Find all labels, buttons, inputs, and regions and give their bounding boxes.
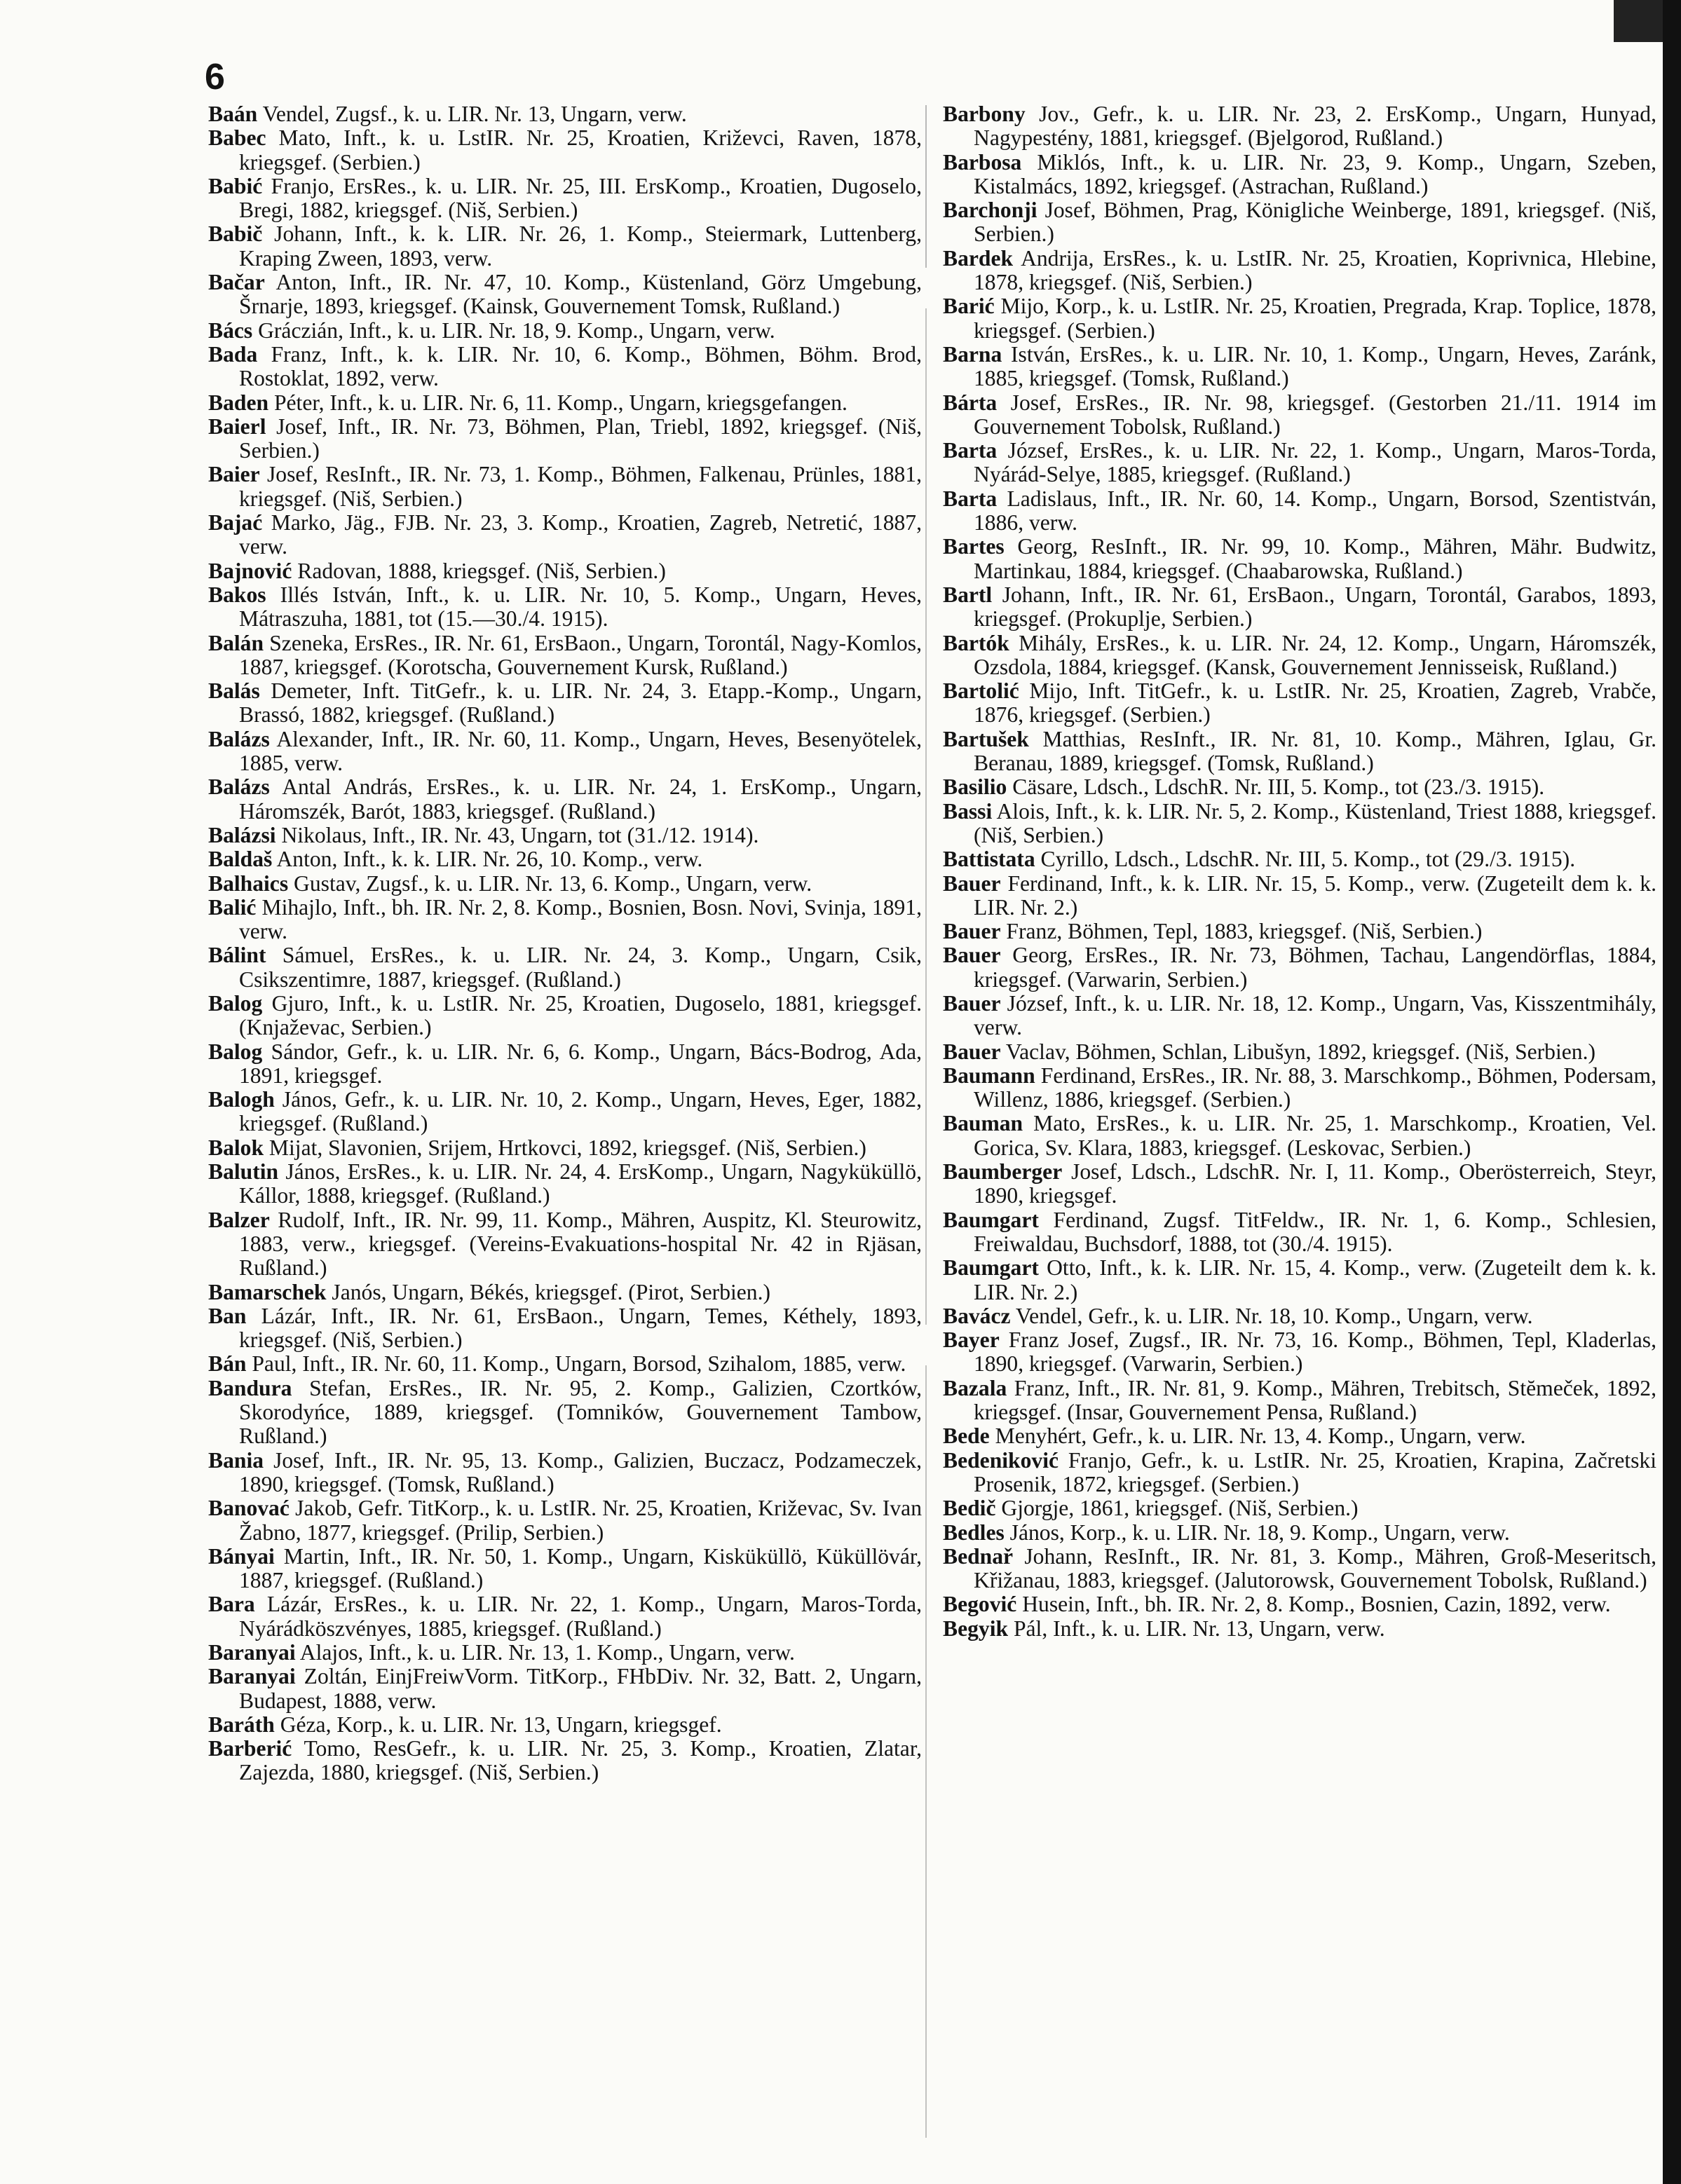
entry-details: Tomo, ResGefr., k. u. LIR. Nr. 25, 3. Komp., Kroatien, Zlatar, Zajezda, 1880, kriegsgef. (Niš, Serbien.) <box>239 1736 922 1785</box>
entry-details: Josef, ResInft., IR. Nr. 73, 1. Komp., Böhmen, Falkenau, Prünles, 1881, kriegsgef. (Niš, Serbien.) <box>239 462 922 511</box>
list-entry <box>208 126 922 175</box>
entry-details: Miklós, Inft., k. u. LIR. Nr. 23, 9. Komp., Ungarn, Szeben, Kistalmács, 1892, kriegsgef. (Astrachan, Rußland.) <box>974 149 1656 198</box>
entry-details: Ferdinand, Zugsf. TitFeldw., IR. Nr. 1, 6. Komp., Schlesien, Freiwaldau, Buchsdorf, 1888, tot (30./4. 1915). <box>974 1207 1656 1256</box>
entry-details: Zoltán, EinjFreiwVorm. TitKorp., FHbDiv. Nr. 32, Batt. 2, Ungarn, Budapest, 1888, verw. <box>239 1664 922 1713</box>
list-entry <box>208 391 922 415</box>
entry-details: Husein, Inft., bh. IR. Nr. 2, 8. Komp., Bosnien, Cazin, 1892, verw. <box>1022 1592 1611 1617</box>
entry-details: Péter, Inft., k. u. LIR. Nr. 6, 11. Komp., Ungarn, kriegsgefangen. <box>273 390 848 415</box>
entry-surname: Bandura <box>208 1375 292 1400</box>
list-entry <box>208 102 922 126</box>
entry-details: Nikolaus, Inft., IR. Nr. 43, Ungarn, tot (31./12. 1914). <box>281 822 759 847</box>
entry-details: Ladislaus, Inft., IR. Nr. 60, 14. Komp., Ungarn, Borsod, Szentistván, 1886, verw. <box>974 486 1656 535</box>
entry-surname: Baranyai <box>208 1640 296 1665</box>
entry-surname: Balázs <box>208 774 270 800</box>
entry-details: Matthias, ResInft., IR. Nr. 81, 10. Komp., Mähren, Iglau, Gr. Beranau, 1889, kriegsgef. (Tomsk, Rußland.) <box>974 726 1656 776</box>
list-entry <box>208 271 922 319</box>
entry-surname: Bartl <box>943 582 993 607</box>
list-entry <box>208 1281 922 1304</box>
entry-details: József, ErsRes., k. u. LIR. Nr. 22, 1. Komp., Ungarn, Maros-Torda, Nyárád-Selye, 1885, kriegsgef. (Rußland.) <box>974 438 1656 487</box>
entry-details: János, Gefr., k. u. LIR. Nr. 10, 2. Komp., Ungarn, Heves, Eger, 1882, kriegsgef. (Rußland.) <box>239 1087 922 1136</box>
list-entry <box>943 1208 1656 1257</box>
entry-surname: Bányai <box>208 1543 275 1569</box>
entry-surname: Bede <box>943 1424 990 1449</box>
list-entry <box>943 583 1656 632</box>
list-entry <box>208 992 922 1040</box>
entry-surname: Barta <box>943 486 998 511</box>
list-entry <box>208 463 922 511</box>
entry-surname: Bauer <box>943 943 1001 968</box>
entry-surname: Balogh <box>208 1087 275 1112</box>
entry-surname: Barbosa <box>943 149 1022 175</box>
entry-details: Demeter, Inft. TitGefr., k. u. LIR. Nr. 24, 3. Etapp.-Komp., Ungarn, Brassó, 1882, kriegsgef. (Rußland.) <box>239 678 923 728</box>
entry-details: Radovan, 1888, kriegsgef. (Niš, Serbien.) <box>297 558 666 583</box>
entry-surname: Bauman <box>943 1111 1023 1136</box>
list-entry <box>943 1377 1656 1425</box>
entry-details: Franz, Inft., k. k. LIR. Nr. 10, 6. Komp., Böhmen, Böhm. Brod, Rostoklat, 1892, verw. <box>239 341 922 391</box>
entry-surname: Barić <box>943 294 995 319</box>
list-entry <box>208 1665 922 1713</box>
entry-details: Stefan, ErsRes., IR. Nr. 95, 2. Komp., Galizien, Czortków, Skorodyńce, 1889, kriegsgef. (Tomników, Gouvernement Tambow, Rußland.) <box>239 1375 922 1449</box>
list-entry <box>943 920 1656 943</box>
entry-details: Franjo, Gefr., k. u. LstIR. Nr. 25, Kroatien, Krapina, Začretski Prosenik, 1872, kriegsgef. (Serbien.) <box>974 1447 1656 1496</box>
list-entry <box>208 559 922 583</box>
list-entry <box>208 511 922 559</box>
entry-surname: Baumgart <box>943 1207 1039 1232</box>
list-entry <box>208 896 922 944</box>
entry-surname: Bayer <box>943 1328 1000 1353</box>
list-entry <box>208 1304 922 1353</box>
entry-details: János, Korp., k. u. LIR. Nr. 18, 9. Komp., Ungarn, verw. <box>1009 1520 1510 1545</box>
entry-details: Mato, ErsRes., k. u. LIR. Nr. 25, 1. Marschkomp., Kroatien, Vel. Gorica, Sv. Klara, 1883, kriegsgef. (Leskovac, Serbien.) <box>974 1111 1656 1160</box>
list-entry <box>208 1592 922 1641</box>
list-entry <box>943 151 1656 199</box>
entry-details: Vendel, Zugsf., k. u. LIR. Nr. 13, Ungarn, verw. <box>262 102 687 126</box>
entry-details: Sámuel, ErsRes., k. u. LIR. Nr. 24, 3. Komp., Ungarn, Csik, Csikszentimre, 1887, kriegsgef. (Rußland.) <box>239 943 922 992</box>
entry-details: Ferdinand, Inft., k. k. LIR. Nr. 15, 5. Komp., verw. (Zugeteilt dem k. k. LIR. Nr. 2.) <box>974 871 1656 920</box>
list-entry <box>943 679 1656 728</box>
list-entry <box>208 1377 922 1449</box>
entry-surname: Bamarschek <box>208 1279 327 1304</box>
list-entry <box>208 775 922 824</box>
entry-surname: Baierl <box>208 414 266 439</box>
entry-surname: Balog <box>208 1039 263 1064</box>
list-entry <box>208 679 922 728</box>
entry-details: Mijo, Korp., k. u. LstIR. Nr. 25, Kroatien, Pregrada, Krap. Toplice, 1878, kriegsgef. (Serbien.) <box>974 294 1656 343</box>
entry-details: József, Inft., k. u. LIR. Nr. 18, 12. Komp., Ungarn, Vas, Kisszentmihály, verw. <box>974 990 1656 1040</box>
entry-surname: Bajnović <box>208 558 292 583</box>
entry-surname: Bács <box>208 318 253 343</box>
entry-details: Mihály, ErsRes., k. u. LIR. Nr. 24, 12. Komp., Ungarn, Háromszék, Ozsdola, 1884, kriegsgef. (Kansk, Gouvernement Jennisseisk, Rußland.) <box>974 630 1656 679</box>
entry-surname: Bačar <box>208 270 265 295</box>
list-entry <box>208 1737 922 1785</box>
entry-surname: Baden <box>208 390 269 415</box>
entry-surname: Balázs <box>208 726 270 751</box>
list-entry <box>943 632 1656 680</box>
entry-details: Alexander, Inft., IR. Nr. 60, 11. Komp., Ungarn, Heves, Besenyötelek, 1885, verw. <box>239 726 922 776</box>
entry-surname: Barberić <box>208 1736 292 1761</box>
entry-details: Jov., Gefr., k. u. LIR. Nr. 23, 2. ErsKomp., Ungarn, Hunyad, Nagypestény, 1881, kriegsgef. (Bjelgorod, Rußland.) <box>974 102 1656 151</box>
entry-surname: Bán <box>208 1351 247 1377</box>
list-entry <box>943 198 1656 247</box>
entry-details: Georg, ErsRes., IR. Nr. 73, Böhmen, Tachau, Langendörflas, 1884, kriegsgef. (Varwarin, Serbien.) <box>974 943 1656 992</box>
list-entry <box>943 1521 1656 1545</box>
entry-details: Johann, ResInft., IR. Nr. 81, 3. Komp., Mähren, Groß-Meseritsch, Křižanau, 1883, kriegsgef. (Jalutorowsk, Gouvernement Tobolsk, Rußland.) <box>974 1543 1656 1593</box>
list-entry <box>943 847 1656 871</box>
entry-surname: Bedeniković <box>943 1447 1059 1473</box>
list-entry <box>943 1160 1656 1208</box>
entry-surname: Bassi <box>943 798 993 824</box>
entry-details: Rudolf, Inft., IR. Nr. 99, 11. Komp., Mähren, Auspitz, Kl. Steurowitz, 1883, verw., kriegsgef. (Vereins-Evakuations-hospital Nr. 42 in Rjäsan, Rußland.) <box>239 1207 922 1281</box>
entry-surname: Balok <box>208 1135 264 1160</box>
entry-details: Gráczián, Inft., k. u. LIR. Nr. 18, 9. Komp., Ungarn, verw. <box>258 318 775 343</box>
entry-details: Sándor, Gefr., k. u. LIR. Nr. 6, 6. Komp., Ungarn, Bács-Bodrog, Ada, 1891, kriegsgef. <box>239 1039 922 1088</box>
list-entry <box>943 1064 1656 1112</box>
list-entry <box>943 294 1656 343</box>
scan-corner <box>1614 0 1663 42</box>
entry-details: János, ErsRes., k. u. LIR. Nr. 24, 4. ErsKomp., Ungarn, Nagyküküllö, Kállor, 1888, kriegsgef. (Rußland.) <box>239 1159 922 1208</box>
entry-details: Josef, Inft., IR. Nr. 95, 13. Komp., Galizien, Buczacz, Podzameczek, 1890, kriegsgef. (Tomsk, Rußland.) <box>239 1447 922 1496</box>
list-entry <box>943 343 1656 391</box>
entry-details: Lázár, Inft., IR. Nr. 61, ErsBaon., Ungarn, Temes, Kéthely, 1893, kriegsgef. (Niš, Serbien.) <box>239 1303 922 1353</box>
entry-details: Anton, Inft., k. k. LIR. Nr. 26, 10. Komp., verw. <box>276 847 703 872</box>
entry-details: Josef, Inft., IR. Nr. 73, Böhmen, Plan, Triebl, 1892, kriegsgef. (Niš, Serbien.) <box>239 414 922 463</box>
entry-details: Franjo, ErsRes., k. u. LIR. Nr. 25, III. ErsKomp., Kroatien, Dugoselo, Bregi, 1882, kriegsgef. (Niš, Serbien.) <box>239 173 922 223</box>
entry-surname: Bauer <box>943 1039 1001 1064</box>
entry-surname: Banovać <box>208 1496 290 1521</box>
entry-details: Georg, ResInft., IR. Nr. 99, 10. Komp., Mähren, Mähr. Budwitz, Martinkau, 1884, kriegsgef. (Chaabarowska, Rußland.) <box>974 534 1656 583</box>
entry-surname: Bada <box>208 341 258 367</box>
entry-surname: Baldaš <box>208 847 273 872</box>
list-entry <box>208 1208 922 1281</box>
entry-details: Alois, Inft., k. k. LIR. Nr. 5, 2. Komp., Küstenland, Triest 1888, kriegsgef. (Niš, Serbien.) <box>974 798 1657 847</box>
entry-details: Otto, Inft., k. k. LIR. Nr. 15, 4. Komp., verw. (Zugeteilt dem k. k. LIR. Nr. 2.) <box>974 1255 1656 1304</box>
entry-details: Cyrillo, Ldsch., LdschR. Nr. III, 5. Komp., tot (29./3. 1915). <box>1040 847 1576 872</box>
entry-details: Janós, Ungarn, Békés, kriegsgef. (Pirot, Serbien.) <box>332 1279 771 1304</box>
entry-details: Josef, Böhmen, Prag, Königliche Weinberge, 1891, kriegsgef. (Niš, Serbien.) <box>974 198 1657 247</box>
entry-details: Franz, Böhmen, Tepl, 1883, kriegsgef. (Niš, Serbien.) <box>1006 919 1483 944</box>
entry-surname: Bauer <box>943 871 1001 896</box>
entry-surname: Battistata <box>943 847 1035 872</box>
list-entry <box>208 415 922 463</box>
entry-details: Josef, ErsRes., IR. Nr. 98, kriegsgef. (Gestorben 21./11. 1914 im Gouvernement Tobolsk, Rußland.) <box>974 390 1657 439</box>
scan-edge <box>1663 0 1681 2184</box>
entry-surname: Begyik <box>943 1616 1009 1641</box>
entry-details: Josef, Ldsch., LdschR. Nr. I, 11. Komp., Oberösterreich, Steyr, 1890, kriegsgef. <box>974 1159 1656 1208</box>
entry-details: Mijo, Inft. TitGefr., k. u. LstIR. Nr. 25, Kroatien, Zagreb, Vrabče, 1876, kriegsgef. (Serbien.) <box>974 678 1657 728</box>
entry-details: Marko, Jäg., FJB. Nr. 23, 3. Komp., Kroatien, Zagreb, Netretić, 1887, verw. <box>239 510 922 559</box>
entry-details: Menyhért, Gefr., k. u. LIR. Nr. 13, 4. Komp., Ungarn, verw. <box>995 1424 1526 1449</box>
entry-details: Paul, Inft., IR. Nr. 60, 11. Komp., Ungarn, Borsod, Szihalom, 1885, verw. <box>252 1351 906 1377</box>
entry-details: Gjuro, Inft., k. u. LstIR. Nr. 25, Kroatien, Dugoselo, 1881, kriegsgef. (Knjaževac, Serbien.) <box>239 990 922 1040</box>
entry-details: Illés István, Inft., k. u. LIR. Nr. 10, 5. Komp., Ungarn, Heves, Mátraszuha, 1881, tot (15.—30./4. 1915). <box>239 582 922 632</box>
list-entry <box>208 943 922 992</box>
list-entry <box>208 1136 922 1160</box>
entry-details: Gustav, Zugsf., k. u. LIR. Nr. 13, 6. Komp., Ungarn, verw. <box>294 871 812 896</box>
entry-surname: Begović <box>943 1592 1017 1617</box>
entry-surname: Baier <box>208 462 260 487</box>
list-entry <box>208 1040 922 1088</box>
entry-details: Andrija, ErsRes., k. u. LstIR. Nr. 25, Kroatien, Koprivnica, Hlebine, 1878, kriegsgef. (Niš, Serbien.) <box>974 245 1656 295</box>
entry-surname: Bedič <box>943 1496 996 1521</box>
entry-surname: Bartók <box>943 630 1009 655</box>
entry-surname: Balás <box>208 678 260 704</box>
entry-details: Anton, Inft., IR. Nr. 47, 10. Komp., Küstenland, Görz Umgebung, Šrnarje, 1893, kriegsgef. (Kainsk, Gouvernement Tomsk, Rußland.) <box>239 270 922 319</box>
list-entry <box>943 872 1656 920</box>
list-entry <box>943 1592 1656 1616</box>
list-entry <box>208 824 922 847</box>
list-entry <box>208 1449 922 1497</box>
entry-surname: Bárta <box>943 390 998 415</box>
list-entry <box>943 1328 1656 1377</box>
entry-surname: Bauer <box>943 919 1001 944</box>
entry-surname: Barta <box>943 438 998 463</box>
entry-surname: Barbony <box>943 102 1026 126</box>
entry-details: Gjorgje, 1861, kriegsgef. (Niš, Serbien.) <box>1001 1496 1359 1521</box>
entry-surname: Bedles <box>943 1520 1005 1545</box>
entry-details: Pál, Inft., k. u. LIR. Nr. 13, Ungarn, verw. <box>1013 1616 1385 1641</box>
entry-details: Szeneka, ErsRes., IR. Nr. 61, ErsBaon., Ungarn, Torontál, Nagy-Komlos, 1887, kriegsgef. (Korotscha, Gouvernement Kursk, Rußland.) <box>239 630 922 679</box>
entry-details: Mihajlo, Inft., bh. IR. Nr. 2, 8. Komp., Bosnien, Bosn. Novi, Svinja, 1891, verw. <box>239 894 922 944</box>
list-entry <box>208 222 922 271</box>
right-column <box>943 102 1656 1641</box>
entry-surname: Babec <box>208 125 266 151</box>
entry-surname: Bara <box>208 1592 255 1617</box>
list-entry <box>943 992 1656 1040</box>
entry-details: Franz Josef, Zugsf., IR. Nr. 73, 16. Komp., Böhmen, Tepl, Kladerlas, 1890, kriegsgef. (Varwarin, Serbien.) <box>974 1328 1656 1377</box>
list-entry <box>943 391 1656 439</box>
list-entry <box>208 1641 922 1665</box>
entry-surname: Balhaics <box>208 871 289 896</box>
left-column <box>208 102 922 1785</box>
list-entry <box>943 102 1656 151</box>
entry-surname: Balán <box>208 630 264 655</box>
list-entry <box>208 583 922 632</box>
entry-surname: Balić <box>208 894 257 920</box>
entry-surname: Bednař <box>943 1543 1014 1569</box>
list-entry <box>208 847 922 871</box>
list-entry <box>943 1449 1656 1497</box>
entry-details: Alajos, Inft., k. u. LIR. Nr. 13, 1. Komp., Ungarn, verw. <box>299 1640 795 1665</box>
list-entry <box>208 632 922 680</box>
entry-details: Johann, Inft., k. k. LIR. Nr. 26, 1. Komp., Steiermark, Luttenberg, Kraping Zween, 1893, verw. <box>239 221 922 271</box>
entry-details: István, ErsRes., k. u. LIR. Nr. 10, 1. Komp., Ungarn, Heves, Zaránk, 1885, kriegsgef. (Tomsk, Rußland.) <box>974 341 1656 391</box>
list-entry <box>943 943 1656 992</box>
list-entry <box>943 1617 1656 1641</box>
entry-details: Jakob, Gefr. TitKorp., k. u. LstIR. Nr. 25, Kroatien, Križevac, Sv. Ivan Žabno, 1877, kriegsgef. (Prilip, Serbien.) <box>239 1496 922 1545</box>
entry-surname: Baumgart <box>943 1255 1039 1281</box>
entry-details: Mato, Inft., k. u. LstIR. Nr. 25, Kroatien, Križevci, Raven, 1878, kriegsgef. (Serbien.) <box>239 125 922 175</box>
list-entry <box>208 343 922 391</box>
entry-surname: Bavácz <box>943 1303 1011 1328</box>
entry-surname: Bartušek <box>943 726 1029 751</box>
list-entry <box>943 439 1656 487</box>
page-number: 6 <box>205 57 225 97</box>
entry-details: Martin, Inft., IR. Nr. 50, 1. Komp., Ungarn, Kisküküllö, Küküllövár, 1887, kriegsgef. (Rußland.) <box>239 1543 922 1593</box>
entry-surname: Bazala <box>943 1375 1007 1400</box>
list-entry <box>943 1545 1656 1593</box>
entry-surname: Bajać <box>208 510 263 535</box>
entry-details: Géza, Korp., k. u. LIR. Nr. 13, Ungarn, kriegsgef. <box>280 1712 722 1737</box>
entry-surname: Bakos <box>208 582 266 607</box>
entry-surname: Bardek <box>943 245 1014 271</box>
entry-surname: Balázsi <box>208 822 276 847</box>
entry-surname: Barna <box>943 341 1002 367</box>
list-entry <box>943 1496 1656 1520</box>
entry-surname: Basilio <box>943 774 1007 800</box>
list-entry <box>943 1256 1656 1304</box>
list-entry <box>208 1713 922 1737</box>
entry-details: Ferdinand, ErsRes., IR. Nr. 88, 3. Marschkomp., Böhmen, Podersam, Willenz, 1886, kriegsgef. (Serbien.) <box>974 1063 1656 1112</box>
list-entry <box>208 1352 922 1376</box>
entry-surname: Baán <box>208 102 258 126</box>
entry-surname: Baranyai <box>208 1664 296 1689</box>
list-entry <box>943 247 1656 295</box>
entry-surname: Bauer <box>943 990 1001 1016</box>
entry-surname: Barchonji <box>943 198 1037 223</box>
list-entry <box>943 1304 1656 1328</box>
entry-surname: Bania <box>208 1447 264 1473</box>
entry-surname: Balog <box>208 990 263 1016</box>
entry-surname: Baumberger <box>943 1159 1063 1185</box>
list-entry <box>208 872 922 896</box>
list-entry <box>208 728 922 776</box>
list-entry <box>943 1040 1656 1064</box>
entry-details: Antal András, ErsRes., k. u. LIR. Nr. 24, 1. ErsKomp., Ungarn, Háromszék, Barót, 1883, kriegsgef. (Rußland.) <box>239 774 923 824</box>
list-entry <box>208 1545 922 1593</box>
entry-details: Mijat, Slavonien, Srijem, Hrtkovci, 1892, kriegsgef. (Niš, Serbien.) <box>268 1135 866 1160</box>
entry-details: Vendel, Gefr., k. u. LIR. Nr. 18, 10. Komp., Ungarn, verw. <box>1015 1303 1533 1328</box>
entry-surname: Bartes <box>943 534 1005 559</box>
list-entry <box>208 1496 922 1545</box>
entry-details: Johann, Inft., IR. Nr. 61, ErsBaon., Ungarn, Torontál, Garabos, 1893, kriegsgef. (Prokuplje, Serbien.) <box>974 582 1656 632</box>
entry-details: Cäsare, Ldsch., LdschR. Nr. III, 5. Komp., tot (23./3. 1915). <box>1012 774 1545 800</box>
list-entry <box>943 775 1656 799</box>
list-entry <box>943 1112 1656 1160</box>
entry-surname: Baráth <box>208 1712 275 1737</box>
list-entry <box>208 1160 922 1208</box>
entry-surname: Ban <box>208 1303 247 1328</box>
list-entry <box>943 535 1656 583</box>
list-entry <box>943 487 1656 535</box>
entry-details: Lázár, ErsRes., k. u. LIR. Nr. 22, 1. Komp., Ungarn, Maros-Torda, Nyárádköszvényes, 1885, kriegsgef. (Rußland.) <box>239 1592 922 1641</box>
list-entry <box>943 728 1656 776</box>
list-entry <box>208 175 922 223</box>
entry-details: Vaclav, Böhmen, Schlan, Libušyn, 1892, kriegsgef. (Niš, Serbien.) <box>1005 1039 1595 1064</box>
entry-surname: Balutin <box>208 1159 279 1185</box>
list-entry <box>943 1424 1656 1448</box>
list-entry <box>943 800 1656 848</box>
entry-surname: Bartolić <box>943 678 1019 704</box>
entry-surname: Bálint <box>208 943 266 968</box>
entry-surname: Baumann <box>943 1063 1035 1088</box>
entry-details: Franz, Inft., IR. Nr. 81, 9. Komp., Mähren, Trebitsch, Stĕmeček, 1892, kriegsgef. (Insar, Gouvernement Pensa, Rußland.) <box>974 1375 1657 1425</box>
column-divider <box>925 105 927 2138</box>
entry-surname: Babič <box>208 221 263 247</box>
list-entry <box>208 1088 922 1136</box>
entry-surname: Babić <box>208 173 263 198</box>
list-entry <box>208 319 922 343</box>
entry-surname: Balzer <box>208 1207 270 1232</box>
